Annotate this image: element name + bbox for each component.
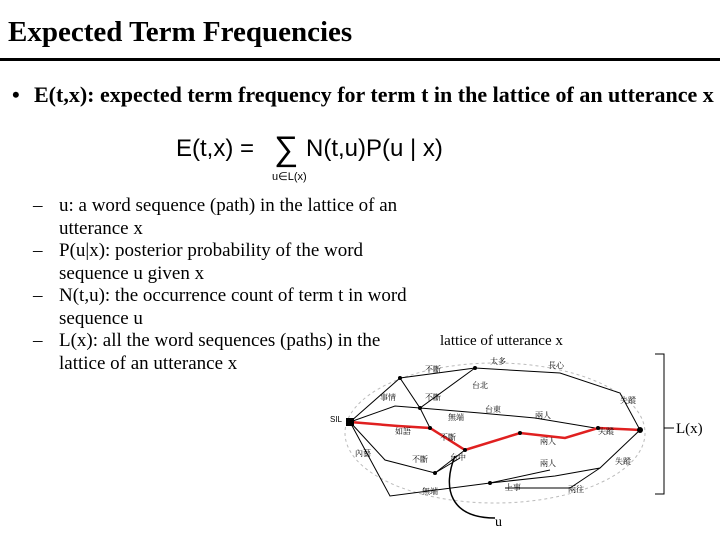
node-label: 台中 <box>450 453 466 462</box>
lattice-caption: lattice of utterance x <box>440 333 563 349</box>
sub-bullet-text: P(u|x): posterior probability of the word sequence u given x <box>59 240 364 284</box>
title-divider <box>0 58 720 61</box>
node-label: 台北 <box>472 381 488 390</box>
lx-label: L(x) <box>676 421 703 437</box>
sub-bullet-count <box>33 285 423 330</box>
node-label: 兩人 <box>540 437 556 446</box>
sub-bullet-text: L(x): all the word sequences (paths) in the lattice of an utterance x <box>59 330 381 374</box>
node-label: 失蹤 <box>615 457 631 466</box>
formula-sum: ∑ <box>274 130 299 168</box>
node-label: 長心 <box>548 361 564 370</box>
lattice-node <box>488 481 492 485</box>
node-label: 內藝 <box>355 449 371 458</box>
formula-sum-index: u∈L(x) <box>272 171 307 183</box>
lattice-node <box>518 431 522 435</box>
dash-symbol: – <box>33 285 43 306</box>
bullet-dot: • <box>12 82 20 107</box>
node-label: 上事 <box>505 483 521 492</box>
lattice-node <box>418 406 422 410</box>
sub-bullet-posterior <box>33 240 423 285</box>
dash-symbol: – <box>33 195 43 216</box>
node-label: 如語 <box>395 427 411 436</box>
word-lattice-diagram <box>330 348 720 540</box>
node-label: 兩往 <box>568 485 584 494</box>
formula-rhs: N(t,u)P(u | x) <box>306 135 443 162</box>
formula-lhs: E(t,x) = <box>176 135 255 162</box>
lx-bracket <box>655 354 664 494</box>
node-label: 失蹤 <box>620 396 636 405</box>
slide-title: Expected Term Frequencies <box>8 16 353 48</box>
sub-bullet-u <box>33 195 423 240</box>
node-label: 失蹤 <box>598 427 614 436</box>
node-label: 兩人 <box>540 459 556 468</box>
start-label: SIL <box>330 415 343 424</box>
expected-frequency-formula <box>176 128 466 188</box>
node-label: 不斷 <box>440 433 456 442</box>
lattice-node <box>398 376 402 380</box>
lattice-node <box>473 366 477 370</box>
main-bullet-text: E(t,x): expected term frequency for term t in the lattice of an utterance x <box>34 82 714 107</box>
node-label: 台東 <box>485 405 501 414</box>
sub-bullet-text: N(t,u): the occurrence count of term t in word sequence u <box>59 285 407 329</box>
node-label: 太多 <box>490 357 506 366</box>
dash-symbol: – <box>33 330 43 351</box>
lattice-node <box>433 471 437 475</box>
node-label: 兩人 <box>535 411 551 420</box>
node-label: 無端 <box>448 413 464 422</box>
node-label: 不斷 <box>425 393 441 402</box>
start-node <box>346 418 354 426</box>
node-label: 不斷 <box>425 365 441 374</box>
end-node <box>637 427 643 433</box>
lattice-node <box>428 426 432 430</box>
node-label: 事情 <box>380 393 396 402</box>
highlighted-path-u <box>350 422 640 450</box>
node-label: 無端 <box>422 487 438 496</box>
sub-bullet-text: u: a word sequence (path) in the lattice of an utterance x <box>59 195 398 239</box>
lattice-edges <box>350 368 640 496</box>
node-label: 不斷 <box>412 455 428 464</box>
path-u-label: u <box>495 515 502 530</box>
dash-symbol: – <box>33 240 43 261</box>
lattice-node <box>463 448 467 452</box>
